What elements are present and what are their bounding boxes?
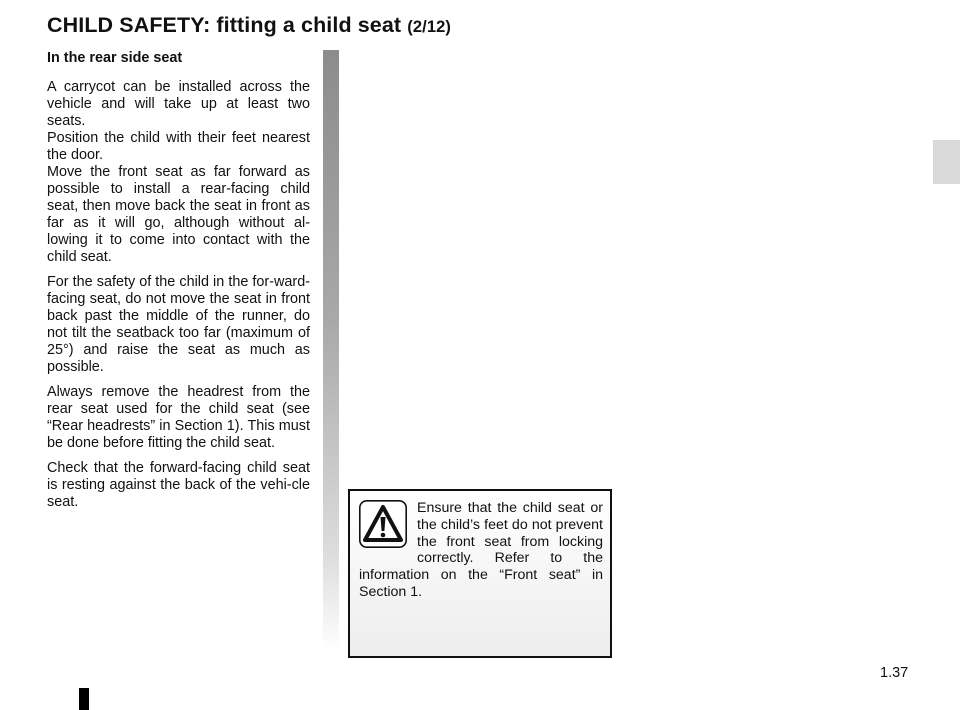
paragraph-carrycot: A carrycot can be installed across the vehicle and will take up at least two seats. Position the child with their feet nearest the door. Move the front seat as far forward as possible to install a rear-facing child seat, then move back the seat in front as far as it will go, although without al-lowing it to come into contact with the child seat.: [47, 79, 310, 265]
page-number: 1.37: [880, 665, 909, 681]
column-divider: [323, 50, 339, 650]
section-thumb-tab: [933, 140, 960, 184]
warning-box: [348, 489, 612, 658]
warning-text: Ensure that the child seat or the child’s feet do not prevent the front seat from locking correctly. Refer to the information on the “Front seat” in Section 1.: [359, 500, 603, 600]
corner-mark: [79, 688, 89, 710]
paragraph-seat-check: Check that the forward-facing child seat is resting against the back of the vehi-cle seat.: [47, 460, 310, 510]
page-indicator: (2/12): [407, 18, 451, 36]
paragraph-forward-facing: For the safety of the child in the for-ward-facing seat, do not move the seat in front back past the middle of the runner, do not tilt the seatback too far (maximum of 25°) and raise the seat as much as possible.: [47, 274, 310, 375]
title-text: CHILD SAFETY: fitting a child seat: [47, 13, 402, 37]
paragraph-headrest: Always remove the headrest from the rear seat used for the child seat (see “Rear headrests” in Section 1). This must be done before fitting the child seat.: [47, 384, 310, 451]
section-subheading: In the rear side seat: [47, 50, 183, 66]
warning-text-block: [359, 500, 603, 601]
main-text-column: [47, 50, 310, 519]
page-title: [47, 13, 451, 38]
